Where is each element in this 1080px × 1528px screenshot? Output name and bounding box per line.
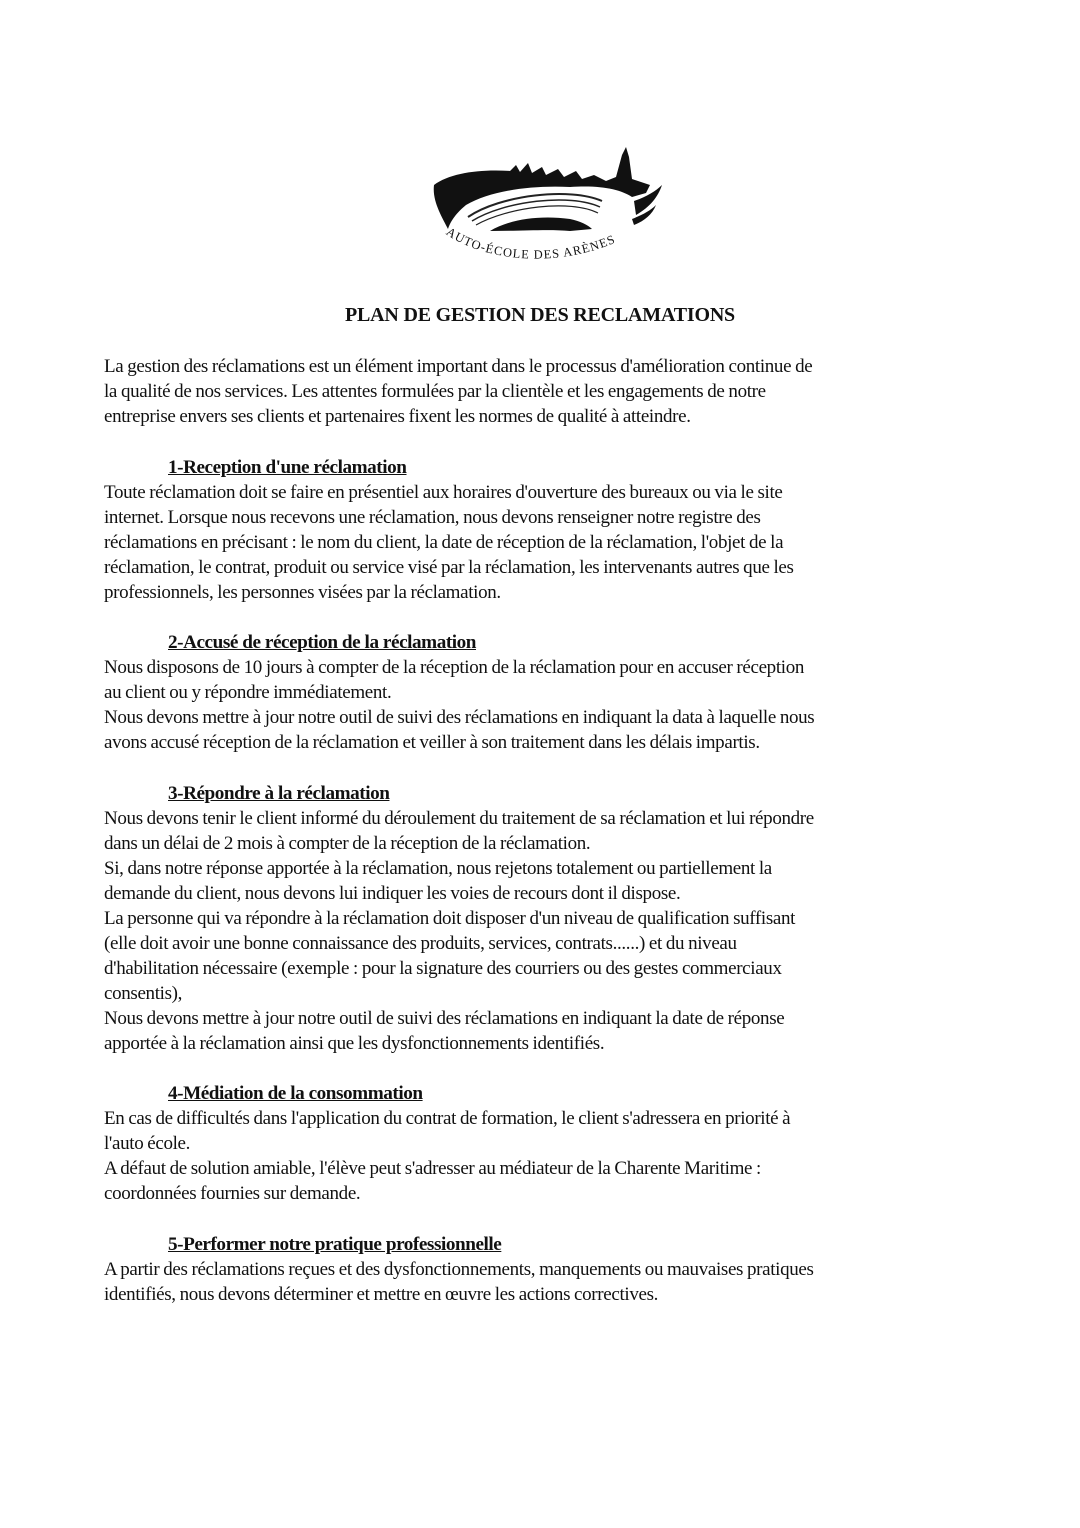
section-line: au client ou y répondre immédiatement. [104,682,392,703]
intro-line: la qualité de nos services. Les attentes formulées par la clientèle et les engagements de notre [104,381,766,402]
section-heading: 3-Répondre à la réclamation [168,783,390,804]
section-line: Nous disposons de 10 jours à compter de la réception de la réclamation pour en accuser réception [104,657,805,678]
logo-silhouette [434,147,650,229]
section-3 [104,781,984,1056]
section-4 [104,1081,984,1206]
section-line: (elle doit avoir une bonne connaissance des produits, services, contrats......) et du niveau [104,933,737,954]
section-line: l'auto école. [104,1133,191,1154]
section-line: Nous devons tenir le client informé du déroulement du traitement de sa réclamation et lui répondre [104,808,814,829]
auto-ecole-logo [420,145,665,265]
section-5 [104,1232,984,1307]
intro-line: entreprise envers ses clients et partenaires fixent les normes de qualité à atteindre. [104,406,691,427]
document-title: PLAN DE GESTION DES RECLAMATIONS [345,304,735,326]
section-line: Si, dans notre réponse apportée à la réclamation, nous rejetons totalement ou partiellement la [104,858,772,879]
section-heading: 1-Reception d'une réclamation [168,457,407,478]
section-line: identifiés, nous devons déterminer et mettre en œuvre les actions correctives. [104,1284,659,1305]
section-line: En cas de difficultés dans l'application du contrat de formation, le client s'adressera en priorité à [104,1108,791,1129]
section-line: professionnels, les personnes visées par la réclamation. [104,582,501,603]
section-line: Nous devons mettre à jour notre outil de suivi des réclamations en indiquant la date de réponse [104,1008,785,1029]
intro-paragraph [104,354,984,429]
section-line: A partir des réclamations reçues et des dysfonctionnements, manquements ou mauvaises pratiques [104,1259,814,1280]
section-line: coordonnées fournies sur demande. [104,1183,361,1204]
section-heading: 2-Accusé de réception de la réclamation [168,632,477,653]
section-line: d'habilitation nécessaire (exemple : pour la signature des courriers ou des gestes commerciaux [104,958,782,979]
section-line: consentis), [104,983,183,1004]
section-line: A défaut de solution amiable, l'élève peut s'adresser au médiateur de la Charente Maritime : [104,1158,761,1179]
section-line: demande du client, nous devons lui indiquer les voies de recours dont il dispose. [104,883,681,904]
section-line: Toute réclamation doit se faire en présentiel aux horaires d'ouverture des bureaux ou via le site [104,482,783,503]
section-heading: 5-Performer notre pratique professionnelle [168,1234,502,1255]
section-heading: 4-Médiation de la consommation [168,1083,423,1104]
section-2 [104,630,984,755]
section-line: internet. Lorsque nous recevons une réclamation, nous devons renseigner notre registre des [104,507,761,528]
section-line: avons accusé réception de la réclamation et veiller à son traitement dans les délais impartis. [104,732,760,753]
logo-car [490,218,592,232]
section-1 [104,455,984,605]
intro-line: La gestion des réclamations est un élément important dans le processus d'amélioration continue de [104,356,813,377]
section-line: réclamations en précisant : le nom du client, la date de réception de la réclamation, l'objet de la [104,532,784,553]
section-line: La personne qui va répondre à la réclamation doit disposer d'un niveau de qualification suffisant [104,908,796,929]
section-line: dans un délai de 2 mois à compter de la réception de la réclamation. [104,833,591,854]
section-line: Nous devons mettre à jour notre outil de suivi des réclamations en indiquant la data à laquelle nous [104,707,815,728]
section-line: apportée à la réclamation ainsi que les dysfonctionnements identifiés. [104,1033,605,1054]
logo-text: AUTO-ÉCOLE DES ARÈNES [443,224,618,262]
section-line: réclamation, le contrat, produit ou service visé par la réclamation, les intervenants autres que les [104,557,794,578]
